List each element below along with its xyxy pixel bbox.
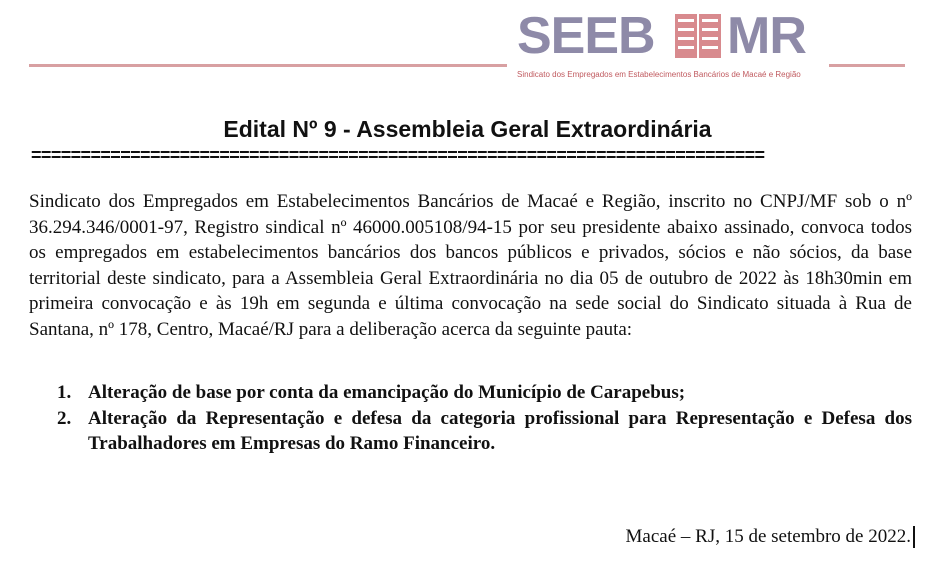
- header-rule-left: [29, 64, 507, 67]
- logo-text-left: SEEB: [517, 7, 655, 65]
- agenda-item-number: 1.: [57, 382, 72, 403]
- document-body: Sindicato dos Empregados em Estabelecimentos Bancários de Macaé e Região, inscrito no CNPJ/MF sob o nº 36.294.346/0001-97, Registro sindical nº 46000.005108/94-15 por seu presidente abaixo assinado, convoca todos os empregados em estabelecimentos bancários dos bancos públicos e privados, sócios e não sócios, da base territorial deste sindicato, para a Assembleia Geral Extraordinária no dia 05 de outubro de 2022 às 18h30min em primeira convocação e às 19h em segunda e última convocação na sede social do Sindicato situada à Rua de Santana, nº 178, Centro, Macaé/RJ para a deliberação acerca da seguinte pauta:: [29, 191, 912, 340]
- agenda-item: [57, 380, 912, 406]
- logo-text-right: MR: [727, 7, 806, 65]
- agenda-item-text: Alteração de base por conta da emancipação do Município de Carapebus;: [88, 382, 686, 403]
- seeb-mr-logo: [517, 8, 822, 84]
- logo-tagline: Sindicato dos Empregados em Estabelecimentos Bancários de Macaé e Região: [517, 70, 801, 79]
- agenda-item: [57, 406, 912, 457]
- agenda-item-text: Alteração da Representação e defesa da categoria profissional para Representação e Defesa dos Trabalhadores em Empresas do Ramo Financeiro.: [88, 407, 912, 455]
- title-separator: ==========================================================================: [31, 145, 765, 165]
- logo-bank-building-icon: [675, 14, 721, 58]
- agenda-list: [57, 380, 912, 457]
- place-date-line: Macaé – RJ, 15 de setembro de 2022.: [626, 526, 915, 548]
- document-title: Edital Nº 9 - Assembleia Geral Extraordinária: [223, 116, 712, 142]
- header-rule-right: [829, 64, 905, 67]
- agenda-item-number: 2.: [57, 407, 72, 429]
